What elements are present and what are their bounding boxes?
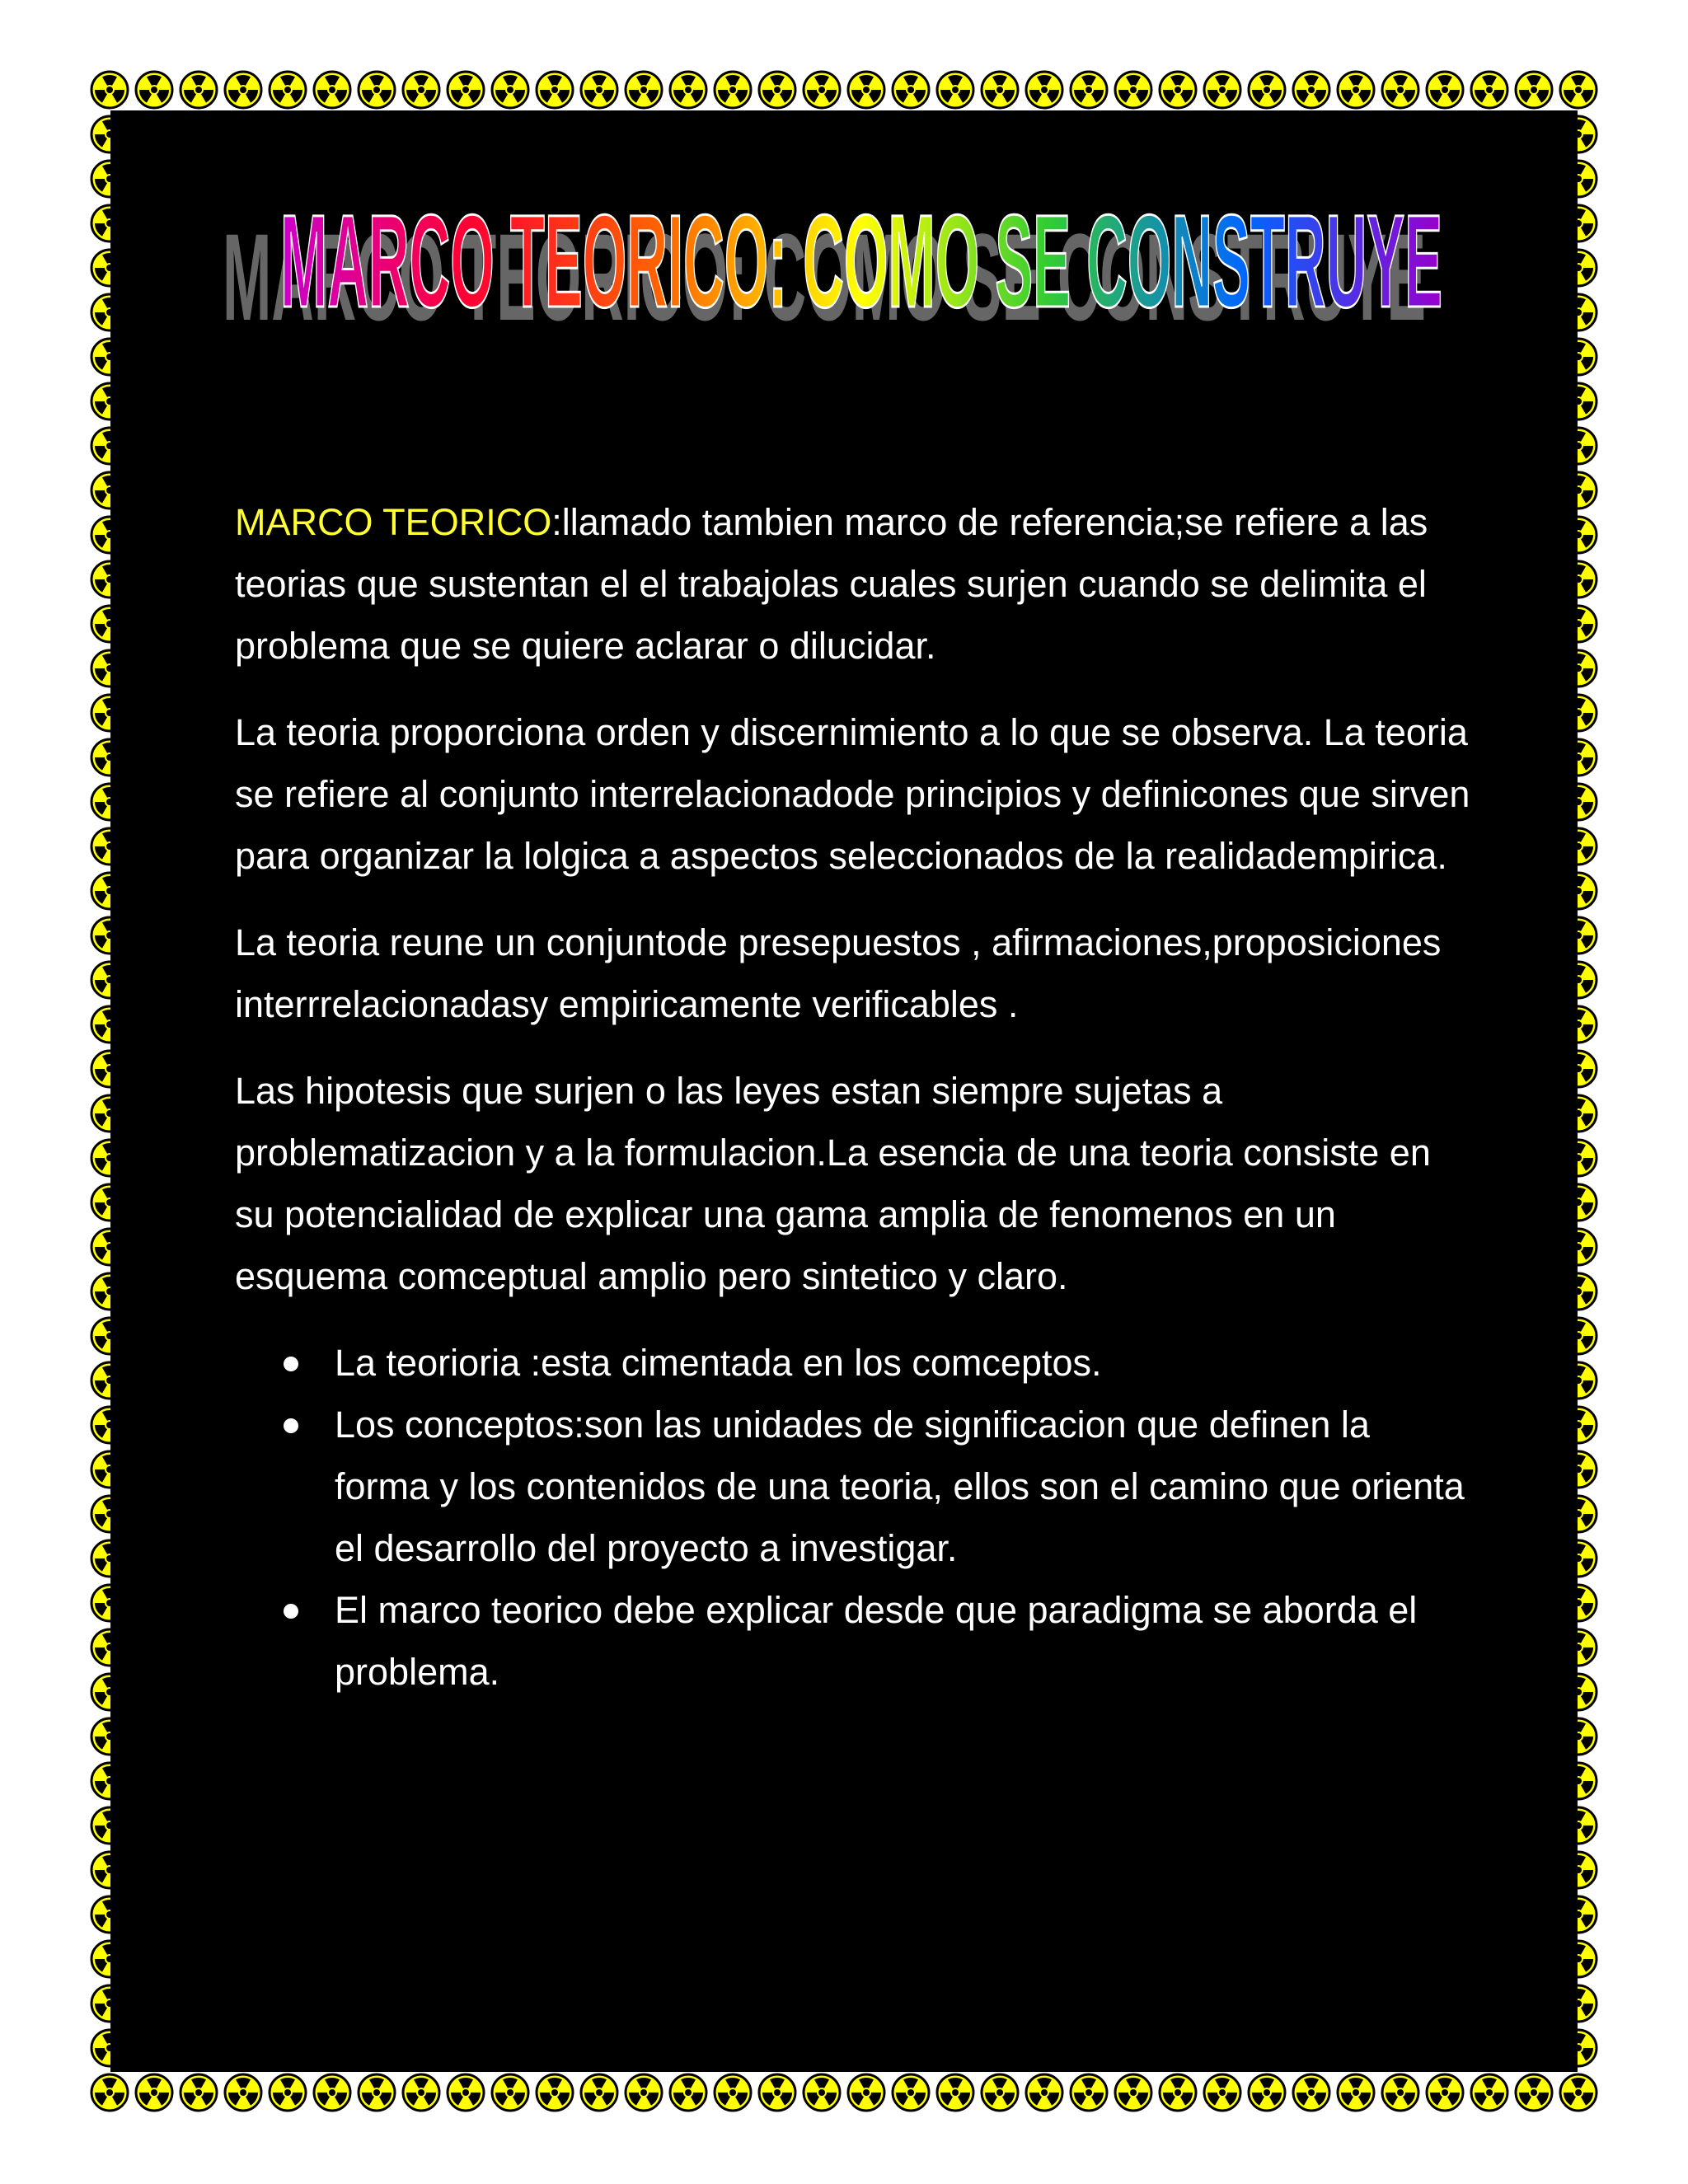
bullet-icon <box>284 1418 298 1433</box>
title-shadow-text: MARCO TEORICO: COMO SE CONSTRUYE <box>223 208 1426 346</box>
radiation-icon <box>1427 72 1463 108</box>
radiation-icon <box>626 2074 662 2111</box>
radiation-icon <box>1338 2074 1374 2111</box>
radiation-icon <box>937 72 973 108</box>
radiation-icon <box>359 72 395 108</box>
radiation-icon <box>804 72 840 108</box>
paragraph-1-text: :llamado tambien marco de referencia;se refiere a las teorias que sustentan el el trabajolas cuales surjen cuando se delimita el problema que se quiere aclarar o dilucidar. <box>235 501 1428 667</box>
radiation-icon <box>581 2074 617 2111</box>
radiation-icon <box>715 2074 751 2111</box>
radiation-icon <box>581 72 617 108</box>
radiation-icon <box>893 72 929 108</box>
radiation-icon <box>448 2074 484 2111</box>
radiation-icon <box>848 72 884 108</box>
radiation-icon <box>1471 72 1507 108</box>
list-item-text: El marco teorico debe explicar desde que paradigma se aborda el problema. <box>335 1589 1418 1693</box>
radiation-icon <box>136 2074 172 2111</box>
radiation-icon <box>626 72 662 108</box>
bullet-icon <box>284 1604 298 1619</box>
radiation-icon <box>893 2074 929 2111</box>
paragraph-3: La teoria reune un conjuntode presepuestos , afirmaciones,proposiciones interrrelacionadasy empiricamente verificables . <box>235 921 1442 1025</box>
radiation-icon <box>270 72 306 108</box>
radiation-icon <box>1249 72 1285 108</box>
radiation-icon <box>314 2074 350 2111</box>
radiation-icon <box>715 72 751 108</box>
radiation-icon <box>1382 72 1418 108</box>
radiation-icon <box>492 72 528 108</box>
radiation-icon <box>1115 2074 1151 2111</box>
radiation-icon <box>1160 2074 1196 2111</box>
radiation-icon <box>759 72 795 108</box>
radiation-icon <box>537 2074 573 2111</box>
radiation-icon <box>1471 2074 1507 2111</box>
radiation-icon <box>670 2074 706 2111</box>
radiation-icon <box>270 2074 306 2111</box>
radiation-icon <box>1204 72 1240 108</box>
radiation-icon <box>1204 2074 1240 2111</box>
paragraph-1 <box>235 491 1471 677</box>
radiation-icon <box>1249 2074 1285 2111</box>
radiation-icon <box>91 2074 128 2111</box>
title-text: MARCO TEORICO: COMO SE CONSTRUYE <box>280 187 1442 335</box>
radiation-icon <box>403 72 439 108</box>
bullet-icon <box>284 1357 298 1371</box>
paragraph-2: La teoria proporciona orden y discernimiento a lo que se observa. La teoria se refiere al conjunto interrelacionadode principios y definicones que sirven para organizar la lolgica a aspectos seleccionados de la realidadempirica. <box>235 711 1470 877</box>
radiation-icon <box>225 72 261 108</box>
radiation-icon <box>937 2074 973 2111</box>
paragraph-4: Las hipotesis que surjen o las leyes estan siempre sujetas a problematizacion y a la formulacion.La esencia de una teoria consiste en su potencialidad de explicar una gama amplia de fenomenos en un esquema comceptual amplio pero sintetico y claro. <box>235 1070 1431 1297</box>
radiation-icon <box>1160 72 1196 108</box>
list-item <box>235 1332 1471 1394</box>
radiation-icon <box>1115 72 1151 108</box>
radiation-icon <box>1026 2074 1062 2111</box>
list-item <box>235 1394 1471 1579</box>
lead-term: MARCO TEORICO <box>235 501 552 543</box>
radiation-icon <box>670 72 706 108</box>
radiation-icon <box>1560 72 1597 108</box>
radiation-icon <box>181 72 217 108</box>
bullet-list <box>235 1332 1471 1703</box>
radiation-icon <box>1293 2074 1329 2111</box>
radiation-icon <box>1293 72 1329 108</box>
radiation-icon <box>1071 2074 1107 2111</box>
radiation-icon <box>136 72 172 108</box>
radiation-icon <box>403 2074 439 2111</box>
body-text <box>235 491 1471 1703</box>
list-item-text: Los conceptos:son las unidades de significacion que definen la forma y los contenidos de una teoria, ellos son el camino que orienta el desarrollo del proyecto a investigar. <box>335 1404 1465 1569</box>
radiation-icon <box>1516 2074 1552 2111</box>
radiation-icon <box>1071 72 1107 108</box>
radiation-icon <box>1427 2074 1463 2111</box>
radiation-icon <box>537 72 573 108</box>
radiation-icon <box>848 2074 884 2111</box>
list-item <box>235 1579 1471 1703</box>
radiation-icon <box>1516 72 1552 108</box>
page-title <box>198 165 1467 346</box>
list-item-text: La teorioria :esta cimentada en los comceptos. <box>335 1342 1102 1384</box>
radiation-icon <box>982 2074 1018 2111</box>
radiation-icon <box>1338 72 1374 108</box>
radiation-icon <box>1382 2074 1418 2111</box>
radiation-icon <box>759 2074 795 2111</box>
radiation-icon <box>804 2074 840 2111</box>
radiation-icon <box>359 2074 395 2111</box>
radiation-icon <box>225 2074 261 2111</box>
radiation-icon <box>181 2074 217 2111</box>
radiation-icon <box>1026 72 1062 108</box>
radiation-icon <box>492 2074 528 2111</box>
radiation-icon <box>314 72 350 108</box>
radiation-icon <box>448 72 484 108</box>
radiation-icon <box>982 72 1018 108</box>
radiation-icon <box>91 72 128 108</box>
radiation-icon <box>1560 2074 1597 2111</box>
